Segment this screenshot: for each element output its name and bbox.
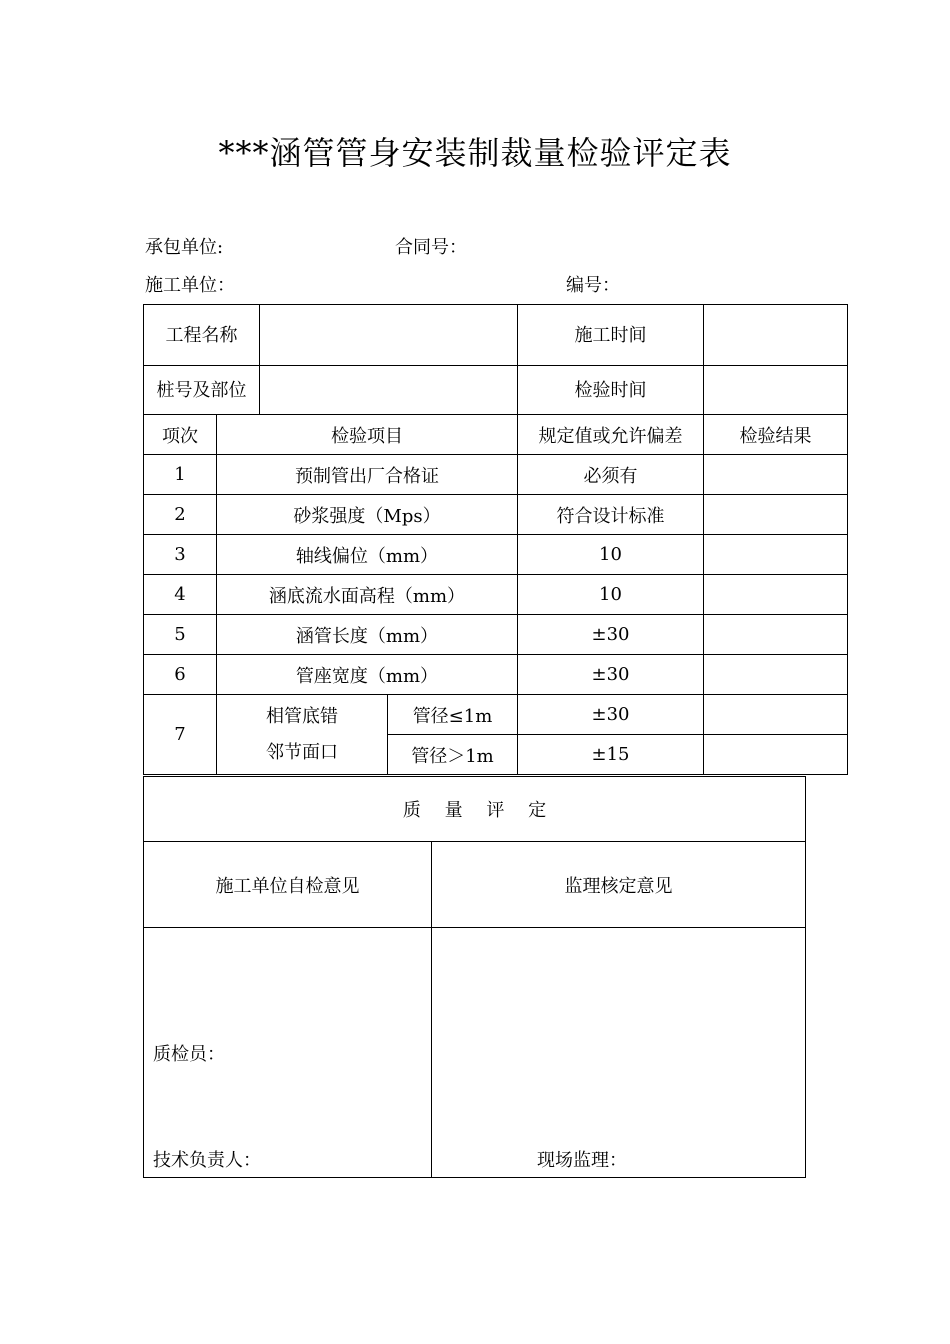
station-value [260,366,518,415]
row-no: 5 [144,615,217,655]
evaluation-labels-row [144,842,806,928]
row-result [704,615,848,655]
station-label: 桩号及部位 [144,366,260,415]
row7-sub-result [704,695,848,735]
row-result [704,535,848,575]
row7-item-line2: 邻节面口 [266,741,338,763]
construction-unit-label: 施工单位： [145,275,235,296]
row-spec: ±30 [518,615,704,655]
row-result [704,495,848,535]
row-spec: ±30 [518,655,704,695]
row-item: 预制管出厂合格证 [217,455,518,495]
inspection-time-value [704,366,848,415]
row7-sub-label: 管径＞1m [388,735,518,775]
inspection-table [143,304,848,775]
row7-sub-spec: ±15 [518,735,704,775]
table-row [144,495,848,535]
project-name-value [260,305,518,366]
row-spec: 10 [518,575,704,615]
row-item: 管座宽度（mm） [217,655,518,695]
column-header-result: 检验结果 [704,415,848,455]
row-spec: 10 [518,535,704,575]
self-check-label: 施工单位自检意见 [144,842,432,928]
row-item: 轴线偏位（mm） [217,535,518,575]
column-header-row [144,415,848,455]
inspector-label: 质检员： [153,1044,225,1065]
info-row-project [144,305,848,366]
serial-no-label: 编号： [566,275,620,296]
supervision-signature-cell [432,928,806,1178]
construction-time-label: 施工时间 [518,305,704,366]
evaluation-table [143,776,806,1178]
table-row [144,655,848,695]
row-result [704,455,848,495]
column-header-spec: 规定值或允许偏差 [518,415,704,455]
row-spec: 必须有 [518,455,704,495]
row-no: 4 [144,575,217,615]
contract-no-label: 合同号： [395,237,467,258]
evaluation-heading: 质 量 评 定 [144,777,806,842]
row7-item-text [266,699,338,771]
row-no: 2 [144,495,217,535]
row7-sub-spec: ±30 [518,695,704,735]
row-result [704,655,848,695]
row-spec: 符合设计标准 [518,495,704,535]
table-row [144,575,848,615]
evaluation-heading-row [144,777,806,842]
row-item: 涵管长度（mm） [217,615,518,655]
table-row [144,535,848,575]
column-header-item: 检验项目 [217,415,518,455]
row7-item [217,695,388,775]
page-title: ***涵管管身安装制裁量检验评定表 [218,134,732,172]
construction-time-value [704,305,848,366]
project-name-label: 工程名称 [144,305,260,366]
row7-sub-label: 管径≤1m [388,695,518,735]
table-row-7a [144,695,848,735]
column-header-item-no: 项次 [144,415,217,455]
supervision-label: 监理核定意见 [432,842,806,928]
row-no: 1 [144,455,217,495]
row-item: 涵底流水面高程（mm） [217,575,518,615]
contractor-label: 承包单位: [145,237,224,258]
row7-no: 7 [144,695,217,775]
tech-lead-label: 技术负责人： [153,1150,261,1171]
row-result [704,575,848,615]
inspection-time-label: 检验时间 [518,366,704,415]
site-supervisor-label: 现场监理： [537,1150,627,1171]
row-item: 砂浆强度（Mps） [217,495,518,535]
row-no: 3 [144,535,217,575]
info-row-station [144,366,848,415]
table-row [144,615,848,655]
row-no: 6 [144,655,217,695]
self-check-signature-cell [144,928,432,1178]
row7-sub-result [704,735,848,775]
signature-row [144,928,806,1178]
table-row [144,455,848,495]
row7-item-line1: 相管底错 [266,705,338,727]
